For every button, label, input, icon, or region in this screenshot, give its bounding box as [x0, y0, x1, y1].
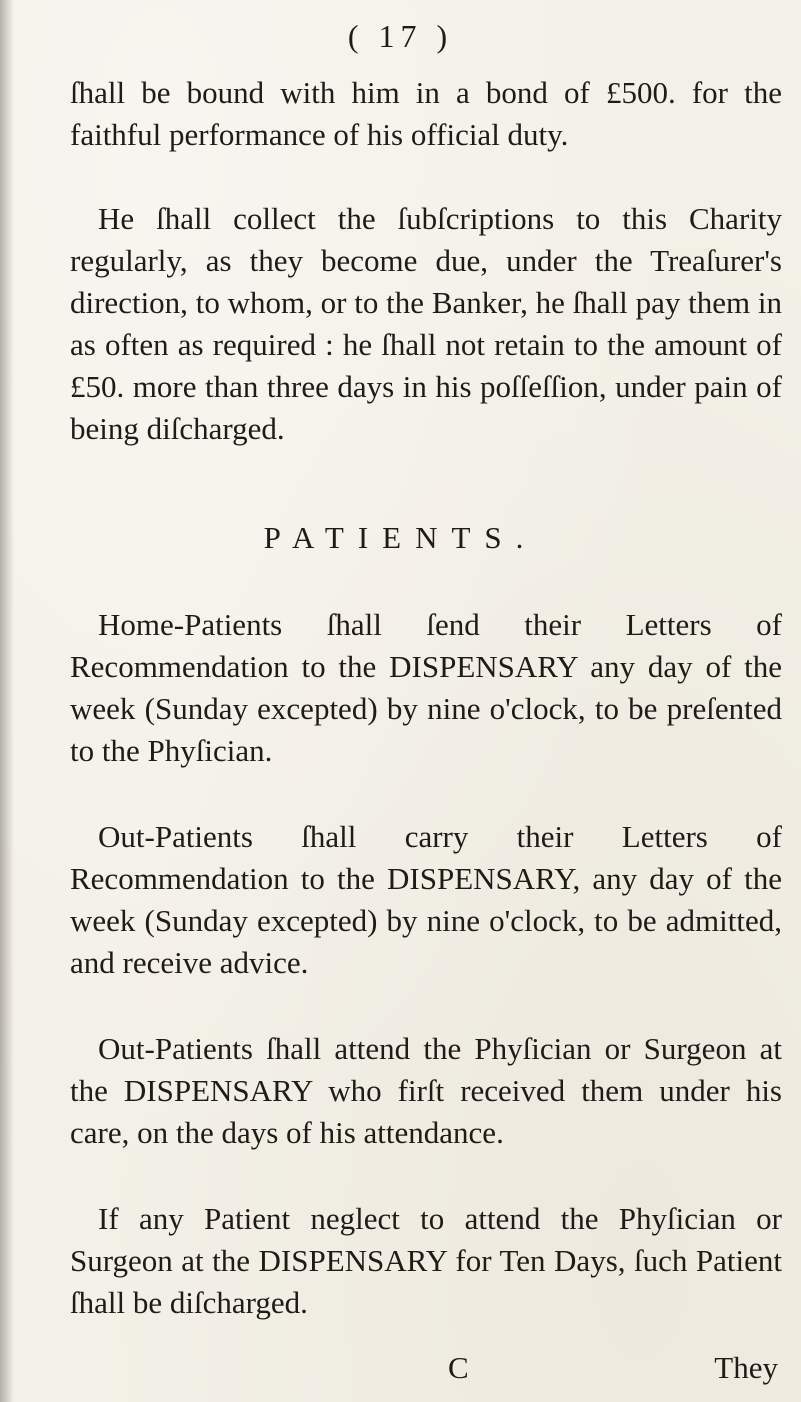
section-heading: PATIENTS. [263, 520, 538, 555]
catchword: They [714, 1350, 778, 1385]
lower-text [70, 604, 782, 1324]
paragraph-subscriptions: He ſhall collect the ſubſcriptions to this Charity regularly, as they become due, under the Treaſurer's direction, to whom, or to the Banker, he ſhall pay them in as often as required : he ſhall not retain to the amount of £50. more than three days in his poſſeſſion, under pain of being diſcharged. [70, 201, 782, 446]
paragraph-home-patients: Home-Patients ſhall ſend their Letters of Recommendation to the DISPENSARY any day of the week (Sunday excepted) by nine o'clock, to be preſented to the Phyſician. [70, 607, 782, 768]
page-number: ( 17 ) [347, 18, 454, 54]
paragraph-out-patients-attend: Out-Patients ſhall attend the Phyſician or Surgeon at the DISPENSARY who firſt received them under his care, on the days of his attendance. [70, 1031, 782, 1150]
paragraph-out-patients-letters: Out-Patients ſhall carry their Letters of Recommendation to the DISPENSARY, any day of the week (Sunday excepted) by nine o'clock, to be admitted, and receive advice. [70, 819, 782, 980]
paragraph-bond: ſhall be bound with him in a bond of £500. for the faithful performance of his official duty. [70, 75, 782, 152]
footer-line [70, 1350, 782, 1394]
signature-mark: C [448, 1350, 469, 1385]
paragraph-neglect: If any Patient neglect to attend the Phyſician or Surgeon at the DISPENSARY for Ten Days, ſuch Patient ſhall be diſcharged. [70, 1201, 782, 1320]
upper-text [70, 72, 782, 450]
binding-shadow [0, 0, 14, 1402]
